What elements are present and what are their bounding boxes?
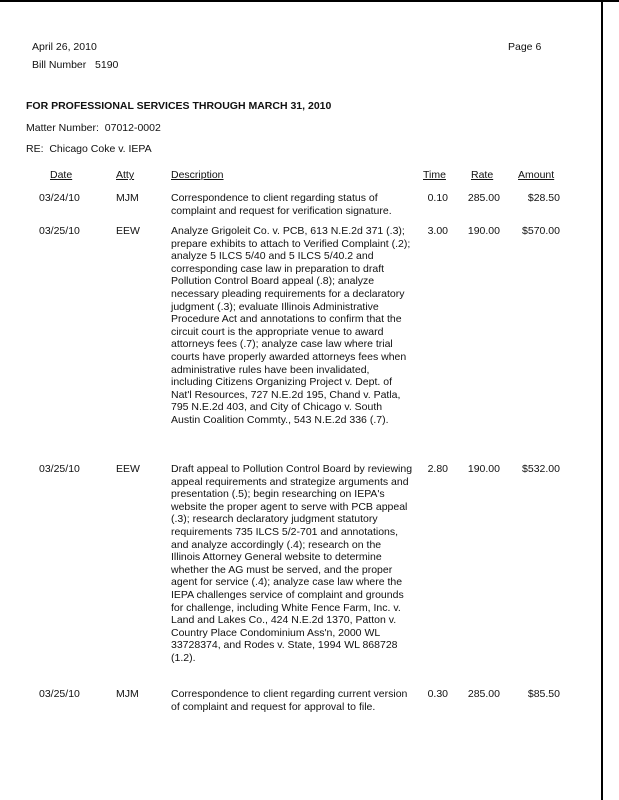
column-header-rate: Rate [471,169,494,181]
entry-attorney: MJM [116,688,139,700]
column-header-amount: Amount [518,169,555,181]
entry-description: Correspondence to client regarding status of complaint and request for verification signature. [171,192,392,217]
entry-attorney: EEW [116,225,140,237]
entry-date: 03/25/10 [39,463,80,475]
invoice-date: April 26, 2010 [32,41,97,53]
entry-amount: $85.50 [527,688,560,700]
entry-date: 03/25/10 [39,225,80,237]
entry-amount: $570.00 [522,225,560,237]
entry-attorney: MJM [116,192,139,204]
re-line: RE: Chicago Coke v. IEPA [26,143,152,155]
entry-time: 2.80 [427,463,448,475]
services-title: FOR PROFESSIONAL SERVICES THROUGH MARCH 31, 2010 [26,100,332,112]
entry-time: 0.10 [427,192,448,204]
entry-rate: 285.00 [467,688,500,700]
scan-edge-right [601,0,603,800]
entry-date: 03/25/10 [39,688,80,700]
matter-number: Matter Number: 07012-0002 [26,122,161,134]
entry-description: Correspondence to client regarding current version of complaint and request for approval to file. [171,688,408,713]
entry-rate: 285.00 [467,192,500,204]
entry-time: 0.30 [427,688,448,700]
column-header-description: Description [171,169,224,181]
entry-time: 3.00 [427,225,448,237]
entry-attorney: EEW [116,463,140,475]
bill-number: Bill Number 5190 [32,59,119,71]
entry-rate: 190.00 [467,463,500,475]
page-number: Page 6 [508,41,542,53]
column-header-time: Time [423,169,446,181]
entry-amount: $532.00 [522,463,560,475]
entry-description: Analyze Grigoleit Co. v. PCB, 613 N.E.2d 371 (.3); prepare exhibits to attach to Verified Complaint (.2); analyze 5 ILCS 5/40 and 5 ILCS 5/40.2 and corresponding case law in preparation to draft Pollution Control Board appeal (.8); analyze necessary pleading requirements for a declaratory judgment (.3); evaluate Illinois Administrative Procedure Act and annotations to confirm that the circuit court is the appropriate venue to award attorneys fees (.7); analyze case law where trial courts have properly awarded attorneys fees when administrative rules have been invalidated, including Citizens Organizing Project v. Dept. of Nat'l Resources, 727 N.E.2d 195, Chand v. Patla, 795 N.E.2d 403, and City of Chicago v. South Austin Coalition Commty., 543 N.E.2d 336 (.7). [171,225,411,426]
entry-date: 03/24/10 [39,192,80,204]
column-header-date: Date [50,169,73,181]
entry-amount: $28.50 [527,192,560,204]
column-header-atty: Atty [116,169,135,181]
scan-edge-top [0,0,619,2]
entry-rate: 190.00 [467,225,500,237]
entry-description: Draft appeal to Pollution Control Board by reviewing appeal requirements and strategize arguments and presentation (.5); begin researching on IEPA's website the proper agent to serve with PCB appeal (.3); research declaratory judgment statutory requirements 735 ILCS 5/2-701 and annotations, and analyze accordingly (.4); research on the Illinois Attorney General website to determine whether the AG must be served, and the proper agent for service (.4); analyze case law where the IEPA challenges service of complaint and grounds for challenge, including White Fence Farm, Inc. v. Land and Lakes Co., 424 N.E.2d 1370, Patton v. Country Place Condominium Ass'n, 2000 WL 33728374, and Rodes v. State, 1994 WL 868728 (1.2). [171,463,413,664]
